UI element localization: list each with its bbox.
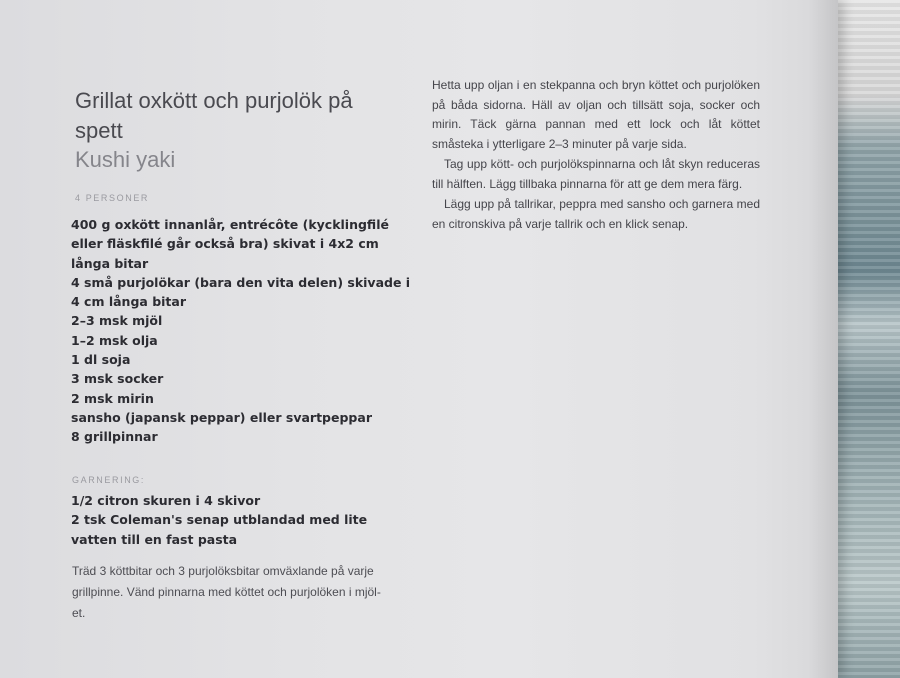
ingredient-line: långa bitar [71, 255, 149, 271]
ingredient-line: 8 grillpinnar [71, 429, 158, 445]
garnish-line: vatten till en fast pasta [71, 531, 238, 547]
garnish-line: 1/2 citron skuren i 4 skivor [71, 493, 261, 508]
ingredient-line: 3 msk socker [71, 371, 164, 387]
method-step-1: Träd 3 köttbitar och 3 purjolöksbitar omväxlande på varje grillpinne. Vänd pinnarna med köttet och purjolöken i mjöl-et. [72, 564, 381, 620]
ingredient-line: 2–3 msk mjöl [71, 313, 163, 329]
recipe-subtitle: Kushi yaki [75, 147, 176, 172]
garnish-list [71, 491, 401, 549]
method-paragraph: Hetta upp oljan i en stekpanna och bryn köttet och purjolöken på båda sidorna. Häll av oljan och tillsätt soja, socker och mirin. Täck gärna pannan med ett lock och låt köttet småsteka i ytterligare 2–3 minuter på varje sida. [432, 78, 760, 151]
servings-label: 4 PERSONER [75, 193, 150, 203]
recipe-title: Grillat oxkött och purjolök på spett [75, 88, 353, 143]
method-paragraph: Lägg upp på tallrikar, peppra med sansho och garnera med en citronskiva på varje tallrik och en klick senap. [432, 197, 760, 231]
ingredient-line: sansho (japansk peppar) eller svartpeppar [71, 409, 372, 425]
ingredient-line: 1 dl soja [71, 352, 131, 368]
ingredient-list [71, 215, 411, 447]
garnish-line: 2 tsk Coleman's senap utblandad med lite [71, 512, 368, 528]
ingredient-line: eller fläskfilé går också bra) skivat i 4x2 cm [71, 236, 379, 252]
ingredient-line: 2 msk mirin [71, 390, 154, 406]
ingredient-line: 4 små purjolökar (bara den vita delen) skivade i [71, 274, 411, 290]
ingredient-line: 1–2 msk olja [71, 332, 158, 348]
method-paragraph: Tag upp kött- och purjolökspinnarna och låt skyn reduceras till hälften. Lägg tillbaka pinnarna för att ge dem mera färg. [432, 157, 760, 191]
garnish-heading: GARNERING: [72, 475, 146, 485]
page-shadow [808, 0, 838, 678]
method-column [432, 76, 760, 234]
ingredient-line: 4 cm långa bitar [71, 294, 186, 310]
ingredient-line: 400 g oxkött innanlår, entrécôte (kycklingfilé [71, 217, 389, 232]
